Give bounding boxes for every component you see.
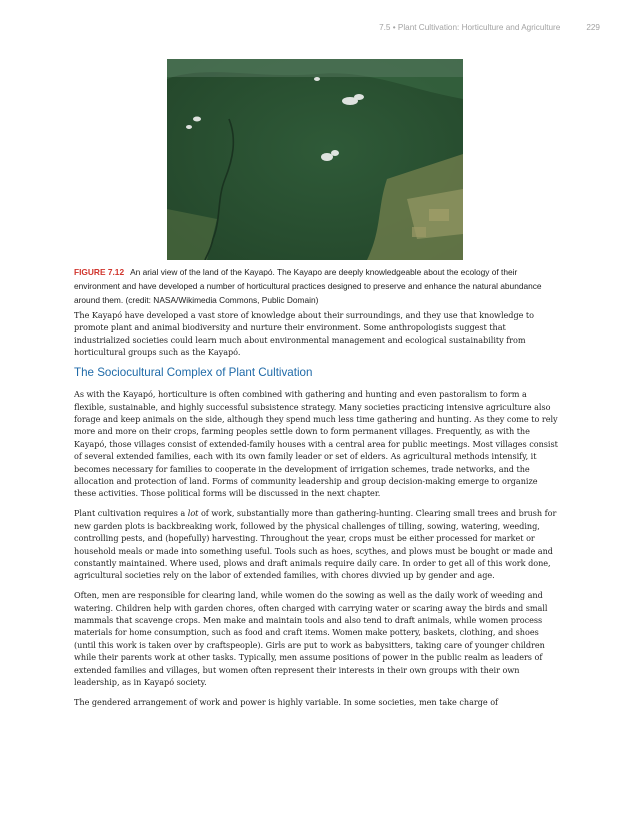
paragraph-4: Often, men are responsible for clearing land, while women do the sowing as well as the daily work of weeding and watering. Children help with garden chores, often charged with carrying water or scaring away the birds and small mammals that scavenge crops. Men make and maintain tools and also tend to draft animals, while women process materials for home consumption, such as food and craft items. Women make pottery, baskets, clothing, and shoes (until this work is taken over by craftspeople). Girls are put to work as babysitters, taking care of younger children while their parents work at other tasks. Typically, men assume positions of power in the public realm as leaders of extended families and villages, but women often represent their interests in their own groups with their own leadership, as in Kayapó society.: [74, 590, 548, 688]
paragraph-3-emphasis: lot: [187, 508, 199, 519]
body-text: [74, 309, 558, 716]
aerial-photo-graphic: [167, 59, 463, 260]
running-head: [0, 23, 600, 32]
figure-caption: [74, 265, 558, 308]
aerial-photo: [167, 59, 463, 260]
paragraph-3: [74, 507, 558, 581]
page-number: 229: [586, 23, 600, 32]
paragraph-3-start: Plant cultivation requires a: [74, 508, 188, 519]
figure-caption-text: An arial view of the land of the Kayapó. The Kayapo are deeply knowledgeable about the ecology of their environment and have developed a number of horticultural practices designed to preserve and enhance the natural abundance around them. (credit: NASA/Wikimedia Commons, Public Domain): [74, 267, 542, 306]
paragraph-5: The gendered arrangement of work and power is highly variable. In some societies, men take charge of: [74, 696, 499, 707]
figure-label: FIGURE 7.12: [74, 267, 125, 277]
paragraph-3-end: of work, substantially more than gathering-hunting. Clearing small trees and brush for new garden plots is backbreaking work, followed by the physical challenges of tilling, sowing, watering, weeding, controlling pests, and (hopefully) harvesting. Throughout the year, crops must be either processed for market or household meals or made into something useful. Tools such as hoes, scythes, and plows must be bought or made and constantly maintained. Where used, plows and draft animals require daily care. In order to get all of this work done, agricultural societies rely on the labor of extended families, with chores divvied up by gender and age.: [74, 508, 557, 581]
section-title: 7.5 • Plant Cultivation: Horticulture and Agriculture: [379, 23, 561, 32]
section-heading: The Sociocultural Complex of Plant Cultivation: [74, 366, 313, 380]
paragraph-1: The Kayapó have developed a vast store of knowledge about their surroundings, and they use that knowledge to promote plant and animal biodiversity and nurture their environment. Some anthropologists suggest that industrialized societies could learn much about environmental management and ecological sustainability from horticultural groups such as the Kayapó.: [74, 310, 535, 358]
paragraph-2: As with the Kayapó, horticulture is often combined with gathering and hunting and even pastoralism to form a flexible, sustainable, and highly successful subsistence strategy. Many societies practicing intensive agriculture also forage and keep animals on the side, although they spend much less time gathering and hunting. As they come to rely more and more on their crops, farming peoples settle down to form permanent villages. Frequently, as with the Kayapó, those villages consist of extended-family houses with a central area for public meetings. Most villages consist of several extended families, each with its own family leader or set of elders. As agricultural methods intensify, it becomes necessary for families to cooperate in the development of irrigation schemes, trade networks, and the allocation and protection of land. Forms of community leadership and group decision-making emerge to organize these activities. Those political forms will be discussed in the next chapter.: [74, 389, 558, 499]
